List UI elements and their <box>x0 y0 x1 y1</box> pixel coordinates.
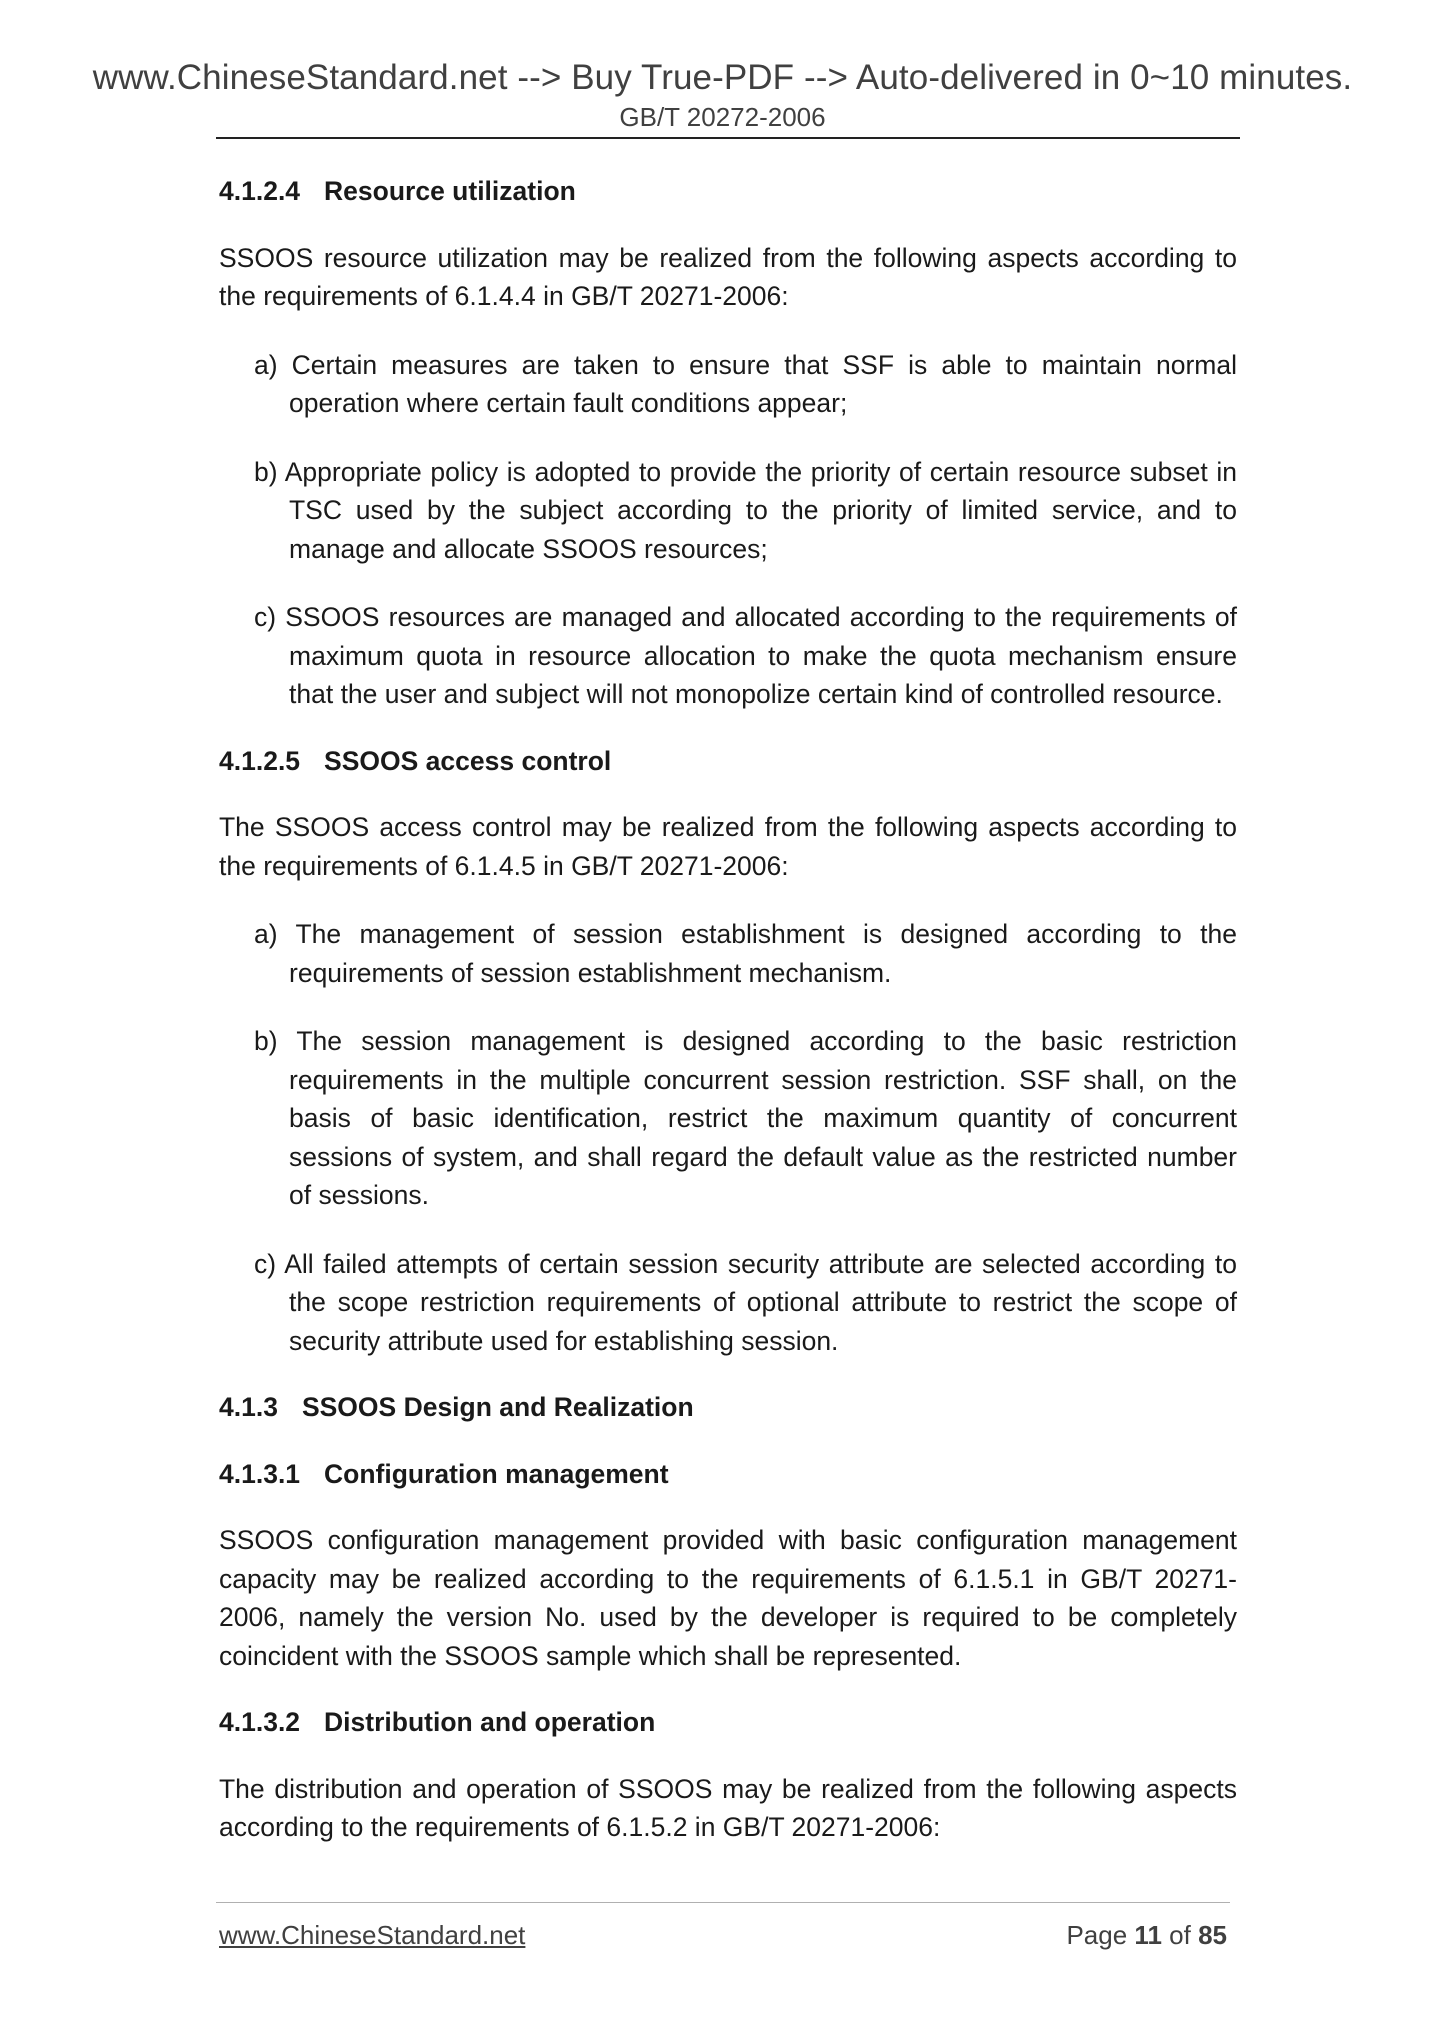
paragraph: SSOOS resource utilization may be realized from the following aspects according to the requirements of 6.1.4.4 in GB/T 20271-2006: <box>219 242 1237 311</box>
list-item: c) SSOOS resources are managed and allocated according to the requirements of maximum quota in resource allocation to make the quota mechanism ensure that the user and subject will not monopolize certain kind of controlled resource. <box>254 602 1237 709</box>
section-heading-4-1-3-2 <box>219 1703 1237 1742</box>
list-item: c) All failed attempts of certain session security attribute are selected according to the scope restriction requirements of optional attribute to restrict the scope of security attribute used for establishing session. <box>254 1248 1237 1356</box>
header-banner: www.ChineseStandard.net --> Buy True-PDF --> Auto-delivered in 0~10 minutes. <box>92 58 1353 97</box>
standard-number: GB/T 20272-2006 <box>619 102 826 132</box>
section-heading-4-1-3-1 <box>219 1455 1237 1494</box>
paragraph: SSOOS configuration management provided with basic configuration management capacity may be realized according to the requirements of 6.1.5.1 in GB/T 20271-2006, namely the version No. used by the developer is required to be completely coincident with the SSOOS sample which shall be represented. <box>219 1525 1237 1671</box>
section-heading-4-1-2-4 <box>219 172 1237 211</box>
section-title: Configuration management <box>324 1458 669 1489</box>
paragraph: The SSOOS access control may be realized from the following aspects according to the requirements of 6.1.4.5 in GB/T 20271-2006: <box>219 812 1237 881</box>
page-label: Page <box>1066 1920 1128 1950</box>
list-item: b) Appropriate policy is adopted to provide the priority of certain resource subset in TSC used by the subject according to the priority of limited service, and to manage and allocate SSOOS resources; <box>254 456 1237 564</box>
section-title: SSOOS access control <box>324 745 612 776</box>
section-title: Distribution and operation <box>324 1707 656 1737</box>
current-page: 11 <box>1134 1920 1162 1950</box>
section-heading-4-1-3 <box>219 1388 1237 1427</box>
total-pages: 85 <box>1198 1920 1227 1950</box>
section-number: 4.1.3.1 <box>219 1458 301 1489</box>
header-divider <box>216 137 1240 139</box>
page-indicator <box>1066 1917 1227 1953</box>
section-title: Resource utilization <box>324 176 576 206</box>
section-number: 4.1.3.2 <box>219 1707 301 1737</box>
page-header <box>0 56 1445 133</box>
footer-site-link[interactable]: www.ChineseStandard.net <box>219 1920 526 1950</box>
section-heading-4-1-2-5 <box>219 742 1237 781</box>
section-number: 4.1.2.4 <box>219 176 301 206</box>
list-item: a) The management of session establishment is designed according to the requirements of session establishment mechanism. <box>254 919 1237 988</box>
page-of-label: of <box>1169 1920 1191 1950</box>
page-body <box>219 172 1237 1847</box>
page-footer <box>219 1917 1227 1953</box>
list-item: a) Certain measures are taken to ensure that SSF is able to maintain normal operation where certain fault conditions appear; <box>254 349 1237 418</box>
section-number: 4.1.3 <box>219 1392 278 1422</box>
paragraph: The distribution and operation of SSOOS may be realized from the following aspects according to the requirements of 6.1.5.2 in GB/T 20271-2006: <box>219 1773 1237 1842</box>
footer-divider <box>216 1902 1230 1903</box>
section-number: 4.1.2.5 <box>219 745 301 776</box>
list-item: b) The session management is designed according to the basic restriction requirements in the multiple concurrent session restriction. SSF shall, on the basis of basic identification, restrict the maximum quantity of concurrent sessions of system, and shall regard the default value as the restricted number of sessions. <box>254 1026 1237 1210</box>
section-title: SSOOS Design and Realization <box>301 1392 694 1422</box>
